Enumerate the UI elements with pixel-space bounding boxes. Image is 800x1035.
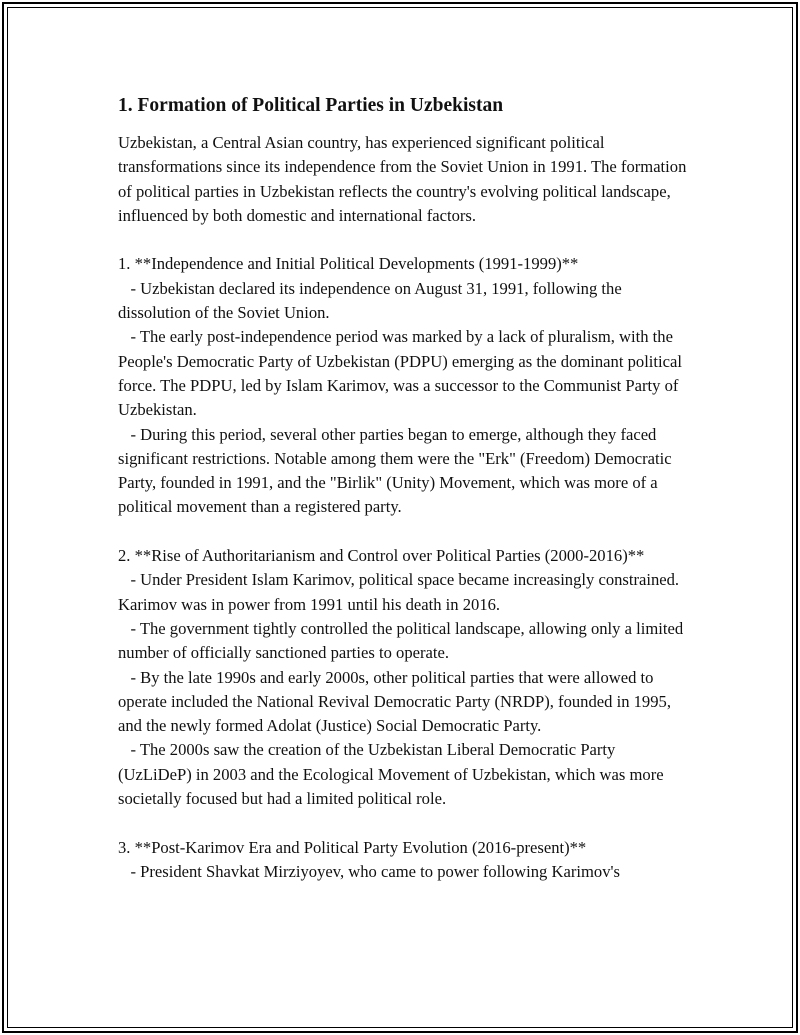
section-bullet: - The early post-independence period was marked by a lack of pluralism, with the People's Democratic Party of Uzbekistan (PDPU) emerging as the dominant political force. The PDPU, led by Islam Karimov, was a successor to the Communist Party of Uzbekistan. bbox=[118, 327, 687, 420]
document-body bbox=[118, 92, 691, 884]
section-2 bbox=[118, 544, 688, 811]
section-1 bbox=[118, 252, 688, 519]
intro-paragraph: Uzbekistan, a Central Asian country, has experienced significant political transformations since its independence from the Soviet Union in 1991. The formation of political parties in Uzbekistan reflects the country's evolving political landscape, influenced by both domestic and international factors. bbox=[118, 133, 691, 225]
section-bullet: - President Shavkat Mirziyoyev, who came to power following Karimov's bbox=[118, 861, 620, 881]
section-heading: 3. **Post-Karimov Era and Political Party Evolution (2016-present)** bbox=[118, 837, 587, 857]
section-bullet: - The government tightly controlled the political landscape, allowing only a limited number of officially sanctioned parties to operate. bbox=[118, 618, 688, 663]
section-3 bbox=[118, 836, 688, 885]
section-bullet: - Under President Islam Karimov, political space became increasingly constrained. Karimov was in power from 1991 until his death in 2016. bbox=[118, 570, 684, 614]
section-heading: 2. **Rise of Authoritarianism and Control over Political Parties (2000-2016)** bbox=[118, 546, 645, 566]
document-title: 1. Formation of Political Parties in Uzbekistan bbox=[118, 95, 504, 116]
section-bullet: - Uzbekistan declared its independence on August 31, 1991, following the dissolution of the Soviet Union. bbox=[118, 278, 626, 323]
section-bullet: - By the late 1990s and early 2000s, other political parties that were allowed to operate included the National Revival Democratic Party (NRDP), founded in 1995, and the newly formed Adolat (Justice) Social Democratic Party. bbox=[118, 667, 676, 736]
section-heading: 1. **Independence and Initial Political Developments (1991-1999)** bbox=[118, 254, 579, 274]
section-bullet: - The 2000s saw the creation of the Uzbekistan Liberal Democratic Party (UzLiDeP) in 2003 and the Ecological Movement of Uzbekistan, which was more societally focused but had a limited political role. bbox=[118, 740, 668, 809]
section-bullet: - During this period, several other parties began to emerge, although they faced significant restrictions. Notable among them were the "Erk" (Freedom) Democratic Party, founded in 1991, and the "Birlik" (Unity) Movement, which was more of a political movement than a registered party. bbox=[118, 424, 676, 517]
